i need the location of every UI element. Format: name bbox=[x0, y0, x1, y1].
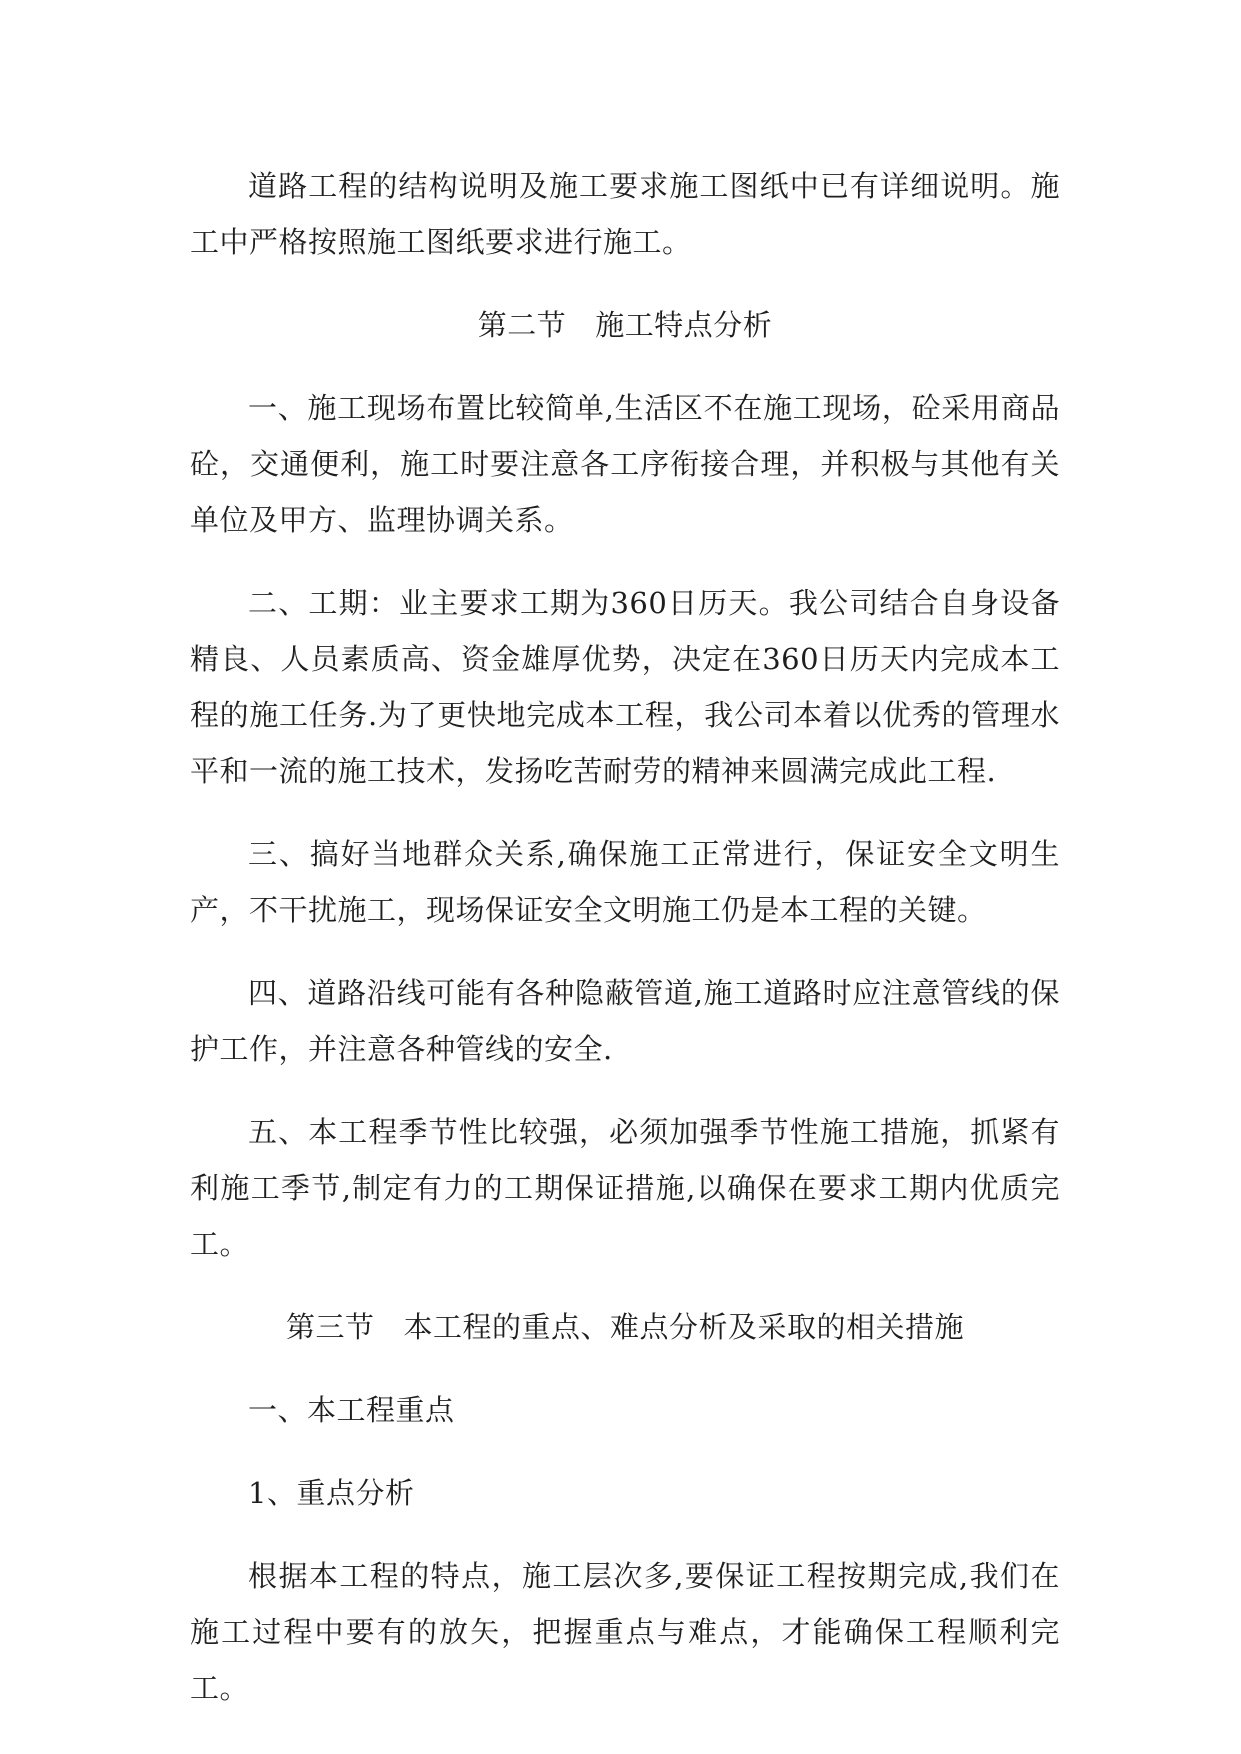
section-2-item-5: 五、本工程季节性比较强，必须加强季节性施工措施，抓紧有利施工季节,制定有力的工期保证措施,以确保在要求工期内优质完工。 bbox=[190, 1115, 1060, 1261]
section-3-title: 本工程的重点、难点分析及采取的相关措施 bbox=[403, 1310, 965, 1344]
section-3-number: 第三节 bbox=[285, 1310, 375, 1344]
section-3-heading bbox=[190, 1299, 1060, 1355]
document-page bbox=[190, 158, 1060, 1743]
section-2-item-2: 二、工期：业主要求工期为360日历天。我公司结合自身设备精良、人员素质高、资金雄厚优势，决定在360日历天内完成本工程的施工任务.为了更快地完成本工程，我公司本着以优秀的管理水平和一流的施工技术，发扬吃苦耐劳的精神来圆满完成此工程. bbox=[190, 586, 1060, 788]
section-2-title: 施工特点分析 bbox=[595, 308, 773, 342]
section-2-number: 第二节 bbox=[477, 308, 567, 342]
section-2-item-4: 四、道路沿线可能有各种隐蔽管道,施工道路时应注意管线的保护工作，并注意各种管线的安全. bbox=[190, 976, 1060, 1066]
section-3-subheading-2: 1、重点分析 bbox=[248, 1476, 415, 1510]
section-3-body: 根据本工程的特点，施工层次多,要保证工程按期完成,我们在施工过程中要有的放矢，把握重点与难点，才能确保工程顺利完工。 bbox=[190, 1559, 1060, 1705]
section-2-heading bbox=[190, 297, 1060, 353]
intro-paragraph: 道路工程的结构说明及施工要求施工图纸中已有详细说明。施工中严格按照施工图纸要求进行施工。 bbox=[190, 169, 1060, 259]
section-2-item-3: 三、搞好当地群众关系,确保施工正常进行，保证安全文明生产，不干扰施工，现场保证安全文明施工仍是本工程的关键。 bbox=[190, 837, 1060, 927]
section-3-subheading-1: 一、本工程重点 bbox=[248, 1393, 455, 1427]
section-2-item-1: 一、施工现场布置比较简单,生活区不在施工现场，砼采用商品砼，交通便利，施工时要注意各工序衔接合理，并积极与其他有关单位及甲方、监理协调关系。 bbox=[190, 391, 1060, 537]
